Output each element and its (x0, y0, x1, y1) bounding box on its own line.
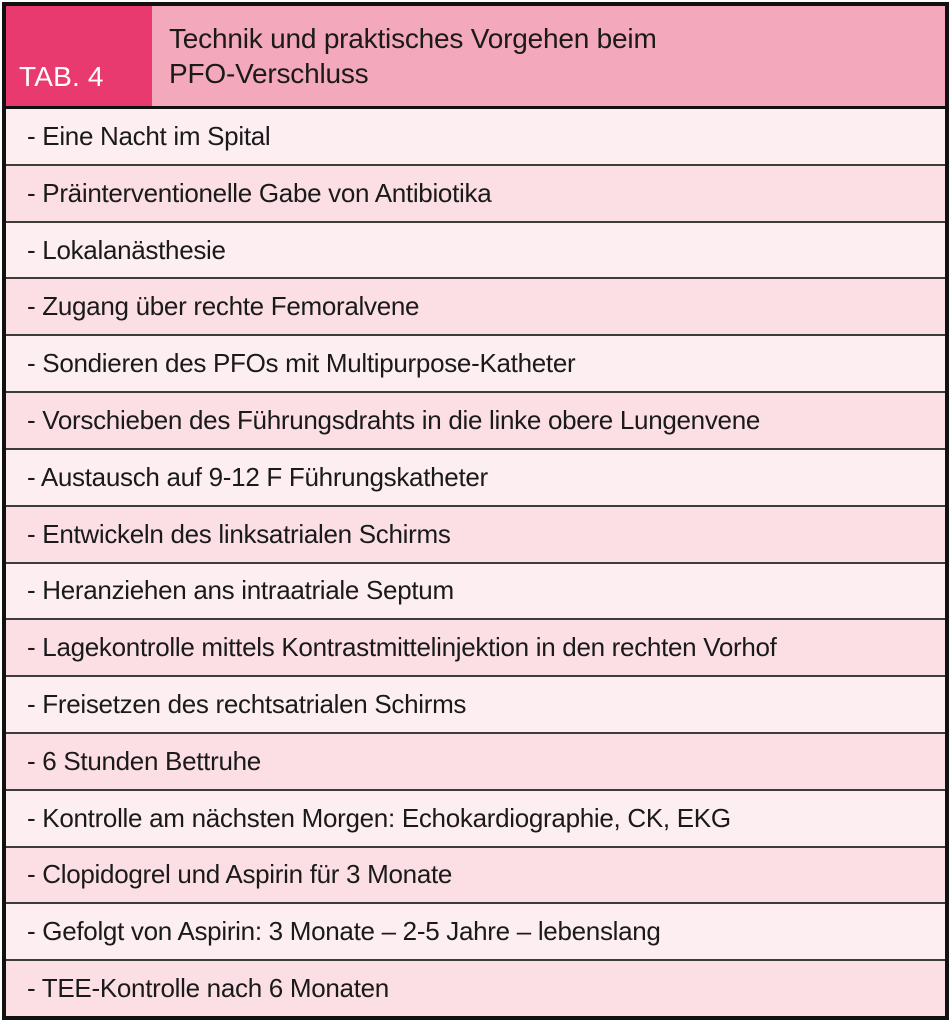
table-row: - Zugang über rechte Femoralvene (6, 277, 945, 334)
table-row: - Freisetzen des rechtsatrialen Schirms (6, 675, 945, 732)
table-row: - Clopidogrel und Aspirin für 3 Monate (6, 846, 945, 903)
table-row: - Vorschieben des Führungsdrahts in die linke obere Lungenvene (6, 391, 945, 448)
table-header (6, 6, 945, 109)
table-row: - Gefolgt von Aspirin: 3 Monate – 2-5 Jahre – lebenslang (6, 902, 945, 959)
table-title-line1: Technik und praktisches Vorgehen beim (169, 23, 657, 54)
table-row: - Kontrolle am nächsten Morgen: Echokardiographie, CK, EKG (6, 789, 945, 846)
tab-number-label (6, 6, 152, 106)
table-row: - Präinterventionelle Gabe von Antibiotika (6, 164, 945, 221)
table-row: - 6 Stunden Bettruhe (6, 732, 945, 789)
table-row: - Lagekontrolle mittels Kontrastmittelinjektion in den rechten Vorhof (6, 618, 945, 675)
table-body (6, 109, 945, 1016)
table-row: - Entwickeln des linksatrialen Schirms (6, 505, 945, 562)
table-row: - Heranziehen ans intraatriale Septum (6, 562, 945, 619)
table-row: - Lokalanästhesie (6, 221, 945, 278)
table-title-line2: PFO-Verschluss (169, 58, 369, 89)
table-row: - TEE-Kontrolle nach 6 Monaten (6, 959, 945, 1016)
tab-number-text: TAB. 4 (19, 61, 104, 92)
table-figure (2, 2, 949, 1020)
table-row: - Austausch auf 9-12 F Führungskatheter (6, 448, 945, 505)
table-title-cell (152, 6, 945, 106)
table-row: - Sondieren des PFOs mit Multipurpose-Katheter (6, 334, 945, 391)
table-row: - Eine Nacht im Spital (6, 109, 945, 164)
